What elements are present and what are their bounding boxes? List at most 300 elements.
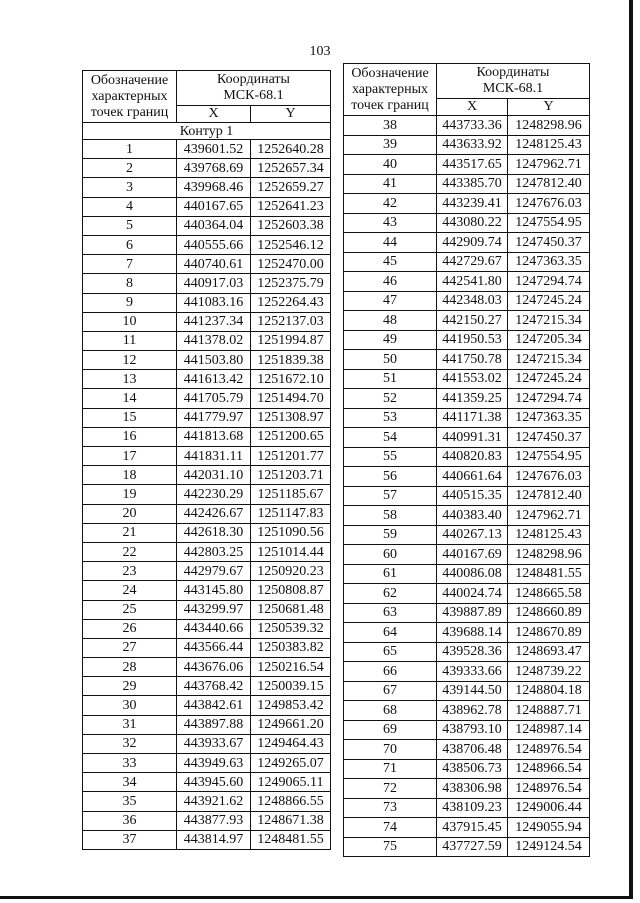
x-coordinate-cell: 442230.29 <box>177 485 251 504</box>
x-coordinate-cell: 441950.53 <box>437 330 508 350</box>
x-coordinate-cell: 443877.93 <box>177 811 251 830</box>
y-coordinate-cell: 1247205.34 <box>508 330 590 350</box>
y-coordinate-cell: 1252657.34 <box>251 159 331 178</box>
point-number-cell: 30 <box>83 696 177 715</box>
table-row <box>83 619 331 638</box>
x-coordinate-cell: 443517.65 <box>437 155 508 175</box>
header-coordinates <box>177 71 331 106</box>
table-row <box>344 408 590 428</box>
table-row <box>344 447 590 467</box>
point-number-cell: 29 <box>83 677 177 696</box>
point-number-cell: 71 <box>344 759 437 779</box>
y-coordinate-cell: 1248866.55 <box>251 792 331 811</box>
point-number-cell: 57 <box>344 486 437 506</box>
point-number-cell: 59 <box>344 525 437 545</box>
point-number-cell: 56 <box>344 467 437 487</box>
point-number-cell: 9 <box>83 293 177 312</box>
point-number-cell: 37 <box>83 830 177 849</box>
y-coordinate-cell: 1251308.97 <box>251 408 331 427</box>
y-coordinate-cell: 1248660.89 <box>508 603 590 623</box>
point-number-cell: 14 <box>83 389 177 408</box>
table-row <box>83 427 331 446</box>
point-number-cell: 50 <box>344 350 437 370</box>
x-coordinate-cell: 440661.64 <box>437 467 508 487</box>
table-row <box>83 216 331 235</box>
x-coordinate-cell: 440086.08 <box>437 564 508 584</box>
table-row <box>83 600 331 619</box>
point-number-cell: 28 <box>83 658 177 677</box>
y-coordinate-cell: 1250681.48 <box>251 600 331 619</box>
table-row <box>83 351 331 370</box>
table-row <box>83 485 331 504</box>
x-coordinate-cell: 439968.46 <box>177 178 251 197</box>
table-row <box>83 140 331 159</box>
contour-label: Контур 1 <box>83 123 331 140</box>
header-label-line: Обозначение <box>351 65 429 81</box>
point-number-cell: 68 <box>344 701 437 721</box>
y-coordinate-cell: 1248987.14 <box>508 720 590 740</box>
point-number-cell: 72 <box>344 779 437 799</box>
point-number-cell: 42 <box>344 194 437 214</box>
point-number-cell: 24 <box>83 581 177 600</box>
point-number-cell: 26 <box>83 619 177 638</box>
y-coordinate-cell: 1251090.56 <box>251 523 331 542</box>
y-coordinate-cell: 1252375.79 <box>251 274 331 293</box>
x-coordinate-cell: 443440.66 <box>177 619 251 638</box>
x-coordinate-cell: 443897.88 <box>177 715 251 734</box>
point-number-cell: 55 <box>344 447 437 467</box>
point-number-cell: 20 <box>83 504 177 523</box>
point-number-cell: 18 <box>83 466 177 485</box>
table-row <box>344 272 590 292</box>
table-row <box>83 830 331 849</box>
header-points-label <box>344 64 437 116</box>
y-coordinate-cell: 1249065.11 <box>251 773 331 792</box>
y-coordinate-cell: 1248125.43 <box>508 135 590 155</box>
y-coordinate-cell: 1247245.24 <box>508 369 590 389</box>
table-row <box>344 701 590 721</box>
y-coordinate-cell: 1247450.37 <box>508 428 590 448</box>
table-row <box>344 252 590 272</box>
point-number-cell: 54 <box>344 428 437 448</box>
point-number-cell: 60 <box>344 545 437 565</box>
point-number-cell: 51 <box>344 369 437 389</box>
point-number-cell: 45 <box>344 252 437 272</box>
x-coordinate-cell: 440917.03 <box>177 274 251 293</box>
point-number-cell: 11 <box>83 331 177 350</box>
table-row <box>83 159 331 178</box>
table-row <box>344 330 590 350</box>
point-number-cell: 33 <box>83 754 177 773</box>
y-coordinate-cell: 1248671.38 <box>251 811 331 830</box>
point-number-cell: 66 <box>344 662 437 682</box>
y-coordinate-cell: 1247215.34 <box>508 350 590 370</box>
table-row <box>344 369 590 389</box>
x-coordinate-cell: 442150.27 <box>437 311 508 331</box>
y-coordinate-cell: 1247554.95 <box>508 447 590 467</box>
table-row <box>344 798 590 818</box>
point-number-cell: 61 <box>344 564 437 584</box>
x-coordinate-cell: 438706.48 <box>437 740 508 760</box>
x-coordinate-cell: 441750.78 <box>437 350 508 370</box>
y-coordinate-cell: 1252659.27 <box>251 178 331 197</box>
x-coordinate-cell: 440740.61 <box>177 255 251 274</box>
y-coordinate-cell: 1252640.28 <box>251 140 331 159</box>
header-coord-line: Координаты <box>217 72 290 87</box>
point-number-cell: 31 <box>83 715 177 734</box>
table-row <box>344 135 590 155</box>
table-row <box>344 662 590 682</box>
y-coordinate-cell: 1248976.54 <box>508 740 590 760</box>
y-coordinate-cell: 1247294.74 <box>508 389 590 409</box>
table-row <box>344 116 590 136</box>
x-coordinate-cell: 443080.22 <box>437 213 508 233</box>
x-coordinate-cell: 442348.03 <box>437 291 508 311</box>
x-coordinate-cell: 439768.69 <box>177 159 251 178</box>
x-coordinate-cell: 438109.23 <box>437 798 508 818</box>
table-row <box>83 197 331 216</box>
y-coordinate-cell: 1247363.35 <box>508 408 590 428</box>
y-coordinate-cell: 1247363.35 <box>508 252 590 272</box>
header-coordinates <box>437 64 590 99</box>
table-row <box>83 504 331 523</box>
table-row <box>344 155 590 175</box>
table-row <box>83 447 331 466</box>
y-coordinate-cell: 1248670.89 <box>508 623 590 643</box>
table-row <box>344 467 590 487</box>
y-coordinate-cell: 1248887.71 <box>508 701 590 721</box>
x-coordinate-cell: 443633.92 <box>437 135 508 155</box>
point-number-cell: 75 <box>344 837 437 857</box>
table-row <box>83 773 331 792</box>
x-coordinate-cell: 439144.50 <box>437 681 508 701</box>
table-row <box>83 293 331 312</box>
point-number-cell: 63 <box>344 603 437 623</box>
x-coordinate-cell: 442618.30 <box>177 523 251 542</box>
x-coordinate-cell: 439887.89 <box>437 603 508 623</box>
x-coordinate-cell: 443239.41 <box>437 194 508 214</box>
x-coordinate-cell: 438793.10 <box>437 720 508 740</box>
y-coordinate-cell: 1252264.43 <box>251 293 331 312</box>
header-points-label <box>83 71 177 123</box>
y-coordinate-cell: 1249265.07 <box>251 754 331 773</box>
table-row <box>83 408 331 427</box>
point-number-cell: 10 <box>83 312 177 331</box>
x-coordinate-cell: 440555.66 <box>177 235 251 254</box>
point-number-cell: 47 <box>344 291 437 311</box>
table-row <box>83 715 331 734</box>
y-coordinate-cell: 1248125.43 <box>508 525 590 545</box>
x-coordinate-cell: 441503.80 <box>177 351 251 370</box>
right-rows <box>344 116 590 857</box>
x-coordinate-cell: 443921.62 <box>177 792 251 811</box>
table-row <box>83 658 331 677</box>
header-x: X <box>177 106 251 123</box>
table-row <box>344 564 590 584</box>
x-coordinate-cell: 440515.35 <box>437 486 508 506</box>
y-coordinate-cell: 1247962.71 <box>508 506 590 526</box>
table-row <box>344 779 590 799</box>
point-number-cell: 25 <box>83 600 177 619</box>
point-number-cell: 58 <box>344 506 437 526</box>
x-coordinate-cell: 443145.80 <box>177 581 251 600</box>
header-label-line: точек границ <box>90 104 169 120</box>
table-row <box>344 389 590 409</box>
header-coord-line: МСК-68.1 <box>223 88 284 103</box>
header-y: Y <box>508 99 590 116</box>
y-coordinate-cell: 1248298.96 <box>508 116 590 136</box>
y-coordinate-cell: 1249124.54 <box>508 837 590 857</box>
x-coordinate-cell: 439333.66 <box>437 662 508 682</box>
y-coordinate-cell: 1247245.24 <box>508 291 590 311</box>
point-number-cell: 1 <box>83 140 177 159</box>
point-number-cell: 4 <box>83 197 177 216</box>
x-coordinate-cell: 442031.10 <box>177 466 251 485</box>
point-number-cell: 36 <box>83 811 177 830</box>
point-number-cell: 5 <box>83 216 177 235</box>
point-number-cell: 2 <box>83 159 177 178</box>
y-coordinate-cell: 1248804.18 <box>508 681 590 701</box>
x-coordinate-cell: 443949.63 <box>177 754 251 773</box>
x-coordinate-cell: 441831.11 <box>177 447 251 466</box>
point-number-cell: 64 <box>344 623 437 643</box>
table-row <box>344 681 590 701</box>
y-coordinate-cell: 1250920.23 <box>251 562 331 581</box>
y-coordinate-cell: 1247450.37 <box>508 233 590 253</box>
y-coordinate-cell: 1248966.54 <box>508 759 590 779</box>
point-number-cell: 3 <box>83 178 177 197</box>
x-coordinate-cell: 441813.68 <box>177 427 251 446</box>
x-coordinate-cell: 443842.61 <box>177 696 251 715</box>
x-coordinate-cell: 440167.65 <box>177 197 251 216</box>
table-row <box>344 759 590 779</box>
x-coordinate-cell: 443385.70 <box>437 174 508 194</box>
x-coordinate-cell: 440991.31 <box>437 428 508 448</box>
point-number-cell: 53 <box>344 408 437 428</box>
point-number-cell: 7 <box>83 255 177 274</box>
y-coordinate-cell: 1251147.83 <box>251 504 331 523</box>
point-number-cell: 13 <box>83 370 177 389</box>
table-row <box>83 562 331 581</box>
table-row <box>344 642 590 662</box>
y-coordinate-cell: 1248298.96 <box>508 545 590 565</box>
point-number-cell: 39 <box>344 135 437 155</box>
y-coordinate-cell: 1252546.12 <box>251 235 331 254</box>
point-number-cell: 6 <box>83 235 177 254</box>
table-row <box>344 525 590 545</box>
table-row <box>344 545 590 565</box>
point-number-cell: 69 <box>344 720 437 740</box>
y-coordinate-cell: 1250539.32 <box>251 619 331 638</box>
table-row <box>344 603 590 623</box>
y-coordinate-cell: 1248739.22 <box>508 662 590 682</box>
point-number-cell: 67 <box>344 681 437 701</box>
x-coordinate-cell: 443768.42 <box>177 677 251 696</box>
point-number-cell: 62 <box>344 584 437 604</box>
y-coordinate-cell: 1250808.87 <box>251 581 331 600</box>
point-number-cell: 38 <box>344 116 437 136</box>
x-coordinate-cell: 438306.98 <box>437 779 508 799</box>
table-row <box>83 696 331 715</box>
table-row <box>83 331 331 350</box>
point-number-cell: 21 <box>83 523 177 542</box>
y-coordinate-cell: 1252137.03 <box>251 312 331 331</box>
point-number-cell: 23 <box>83 562 177 581</box>
point-number-cell: 15 <box>83 408 177 427</box>
y-coordinate-cell: 1247962.71 <box>508 155 590 175</box>
y-coordinate-cell: 1249853.42 <box>251 696 331 715</box>
y-coordinate-cell: 1247215.34 <box>508 311 590 331</box>
table-row <box>344 174 590 194</box>
x-coordinate-cell: 440383.40 <box>437 506 508 526</box>
table-row <box>83 466 331 485</box>
x-coordinate-cell: 442541.80 <box>437 272 508 292</box>
table-row <box>344 233 590 253</box>
y-coordinate-cell: 1250216.54 <box>251 658 331 677</box>
table-row <box>344 194 590 214</box>
table-row <box>83 734 331 753</box>
point-number-cell: 65 <box>344 642 437 662</box>
header-label-line: точек границ <box>351 97 429 113</box>
x-coordinate-cell: 437727.59 <box>437 837 508 857</box>
header-coord-line: МСК-68.1 <box>482 81 544 96</box>
x-coordinate-cell: 438506.73 <box>437 759 508 779</box>
table-row <box>344 291 590 311</box>
y-coordinate-cell: 1247554.95 <box>508 213 590 233</box>
point-number-cell: 41 <box>344 174 437 194</box>
table-row <box>83 581 331 600</box>
header-label-line: характерных <box>91 88 168 104</box>
table-row <box>344 428 590 448</box>
x-coordinate-cell: 442979.67 <box>177 562 251 581</box>
y-coordinate-cell: 1248693.47 <box>508 642 590 662</box>
x-coordinate-cell: 441083.16 <box>177 293 251 312</box>
table-row <box>344 486 590 506</box>
point-number-cell: 22 <box>83 542 177 561</box>
x-coordinate-cell: 442909.74 <box>437 233 508 253</box>
point-number-cell: 32 <box>83 734 177 753</box>
x-coordinate-cell: 441779.97 <box>177 408 251 427</box>
x-coordinate-cell: 439601.52 <box>177 140 251 159</box>
point-number-cell: 44 <box>344 233 437 253</box>
x-coordinate-cell: 441705.79 <box>177 389 251 408</box>
table-row <box>83 792 331 811</box>
table-row <box>344 213 590 233</box>
header-y: Y <box>251 106 331 123</box>
table-row <box>83 542 331 561</box>
x-coordinate-cell: 441237.34 <box>177 312 251 331</box>
y-coordinate-cell: 1252603.38 <box>251 216 331 235</box>
table-row <box>83 274 331 293</box>
point-number-cell: 12 <box>83 351 177 370</box>
table-row <box>83 235 331 254</box>
table-row <box>344 506 590 526</box>
x-coordinate-cell: 440267.13 <box>437 525 508 545</box>
table-row <box>83 370 331 389</box>
header-coord-line: Координаты <box>476 65 550 80</box>
y-coordinate-cell: 1249464.43 <box>251 734 331 753</box>
header-label-line: Обозначение <box>90 72 169 88</box>
x-coordinate-cell: 443299.97 <box>177 600 251 619</box>
y-coordinate-cell: 1248976.54 <box>508 779 590 799</box>
point-number-cell: 17 <box>83 447 177 466</box>
point-number-cell: 16 <box>83 427 177 446</box>
left-rows <box>83 140 331 850</box>
point-number-cell: 27 <box>83 638 177 657</box>
table-row <box>83 389 331 408</box>
coordinates-table-right <box>343 63 590 857</box>
y-coordinate-cell: 1247812.40 <box>508 174 590 194</box>
x-coordinate-cell: 443733.36 <box>437 116 508 136</box>
y-coordinate-cell: 1247812.40 <box>508 486 590 506</box>
table-row <box>344 311 590 331</box>
y-coordinate-cell: 1248665.58 <box>508 584 590 604</box>
x-coordinate-cell: 441553.02 <box>437 369 508 389</box>
x-coordinate-cell: 440364.04 <box>177 216 251 235</box>
x-coordinate-cell: 439528.36 <box>437 642 508 662</box>
y-coordinate-cell: 1247676.03 <box>508 194 590 214</box>
y-coordinate-cell: 1248481.55 <box>508 564 590 584</box>
x-coordinate-cell: 441613.42 <box>177 370 251 389</box>
table-row <box>344 740 590 760</box>
x-coordinate-cell: 440167.69 <box>437 545 508 565</box>
y-coordinate-cell: 1249055.94 <box>508 818 590 838</box>
x-coordinate-cell: 442729.67 <box>437 252 508 272</box>
point-number-cell: 49 <box>344 330 437 350</box>
y-coordinate-cell: 1251994.87 <box>251 331 331 350</box>
point-number-cell: 35 <box>83 792 177 811</box>
header-x: X <box>437 99 508 116</box>
point-number-cell: 74 <box>344 818 437 838</box>
x-coordinate-cell: 442803.25 <box>177 542 251 561</box>
point-number-cell: 73 <box>344 798 437 818</box>
point-number-cell: 70 <box>344 740 437 760</box>
table-row <box>344 818 590 838</box>
table-row <box>344 350 590 370</box>
x-coordinate-cell: 443566.44 <box>177 638 251 657</box>
x-coordinate-cell: 438962.78 <box>437 701 508 721</box>
x-coordinate-cell: 441171.38 <box>437 408 508 428</box>
y-coordinate-cell: 1251839.38 <box>251 351 331 370</box>
y-coordinate-cell: 1249006.44 <box>508 798 590 818</box>
y-coordinate-cell: 1251014.44 <box>251 542 331 561</box>
y-coordinate-cell: 1252470.00 <box>251 255 331 274</box>
y-coordinate-cell: 1250039.15 <box>251 677 331 696</box>
y-coordinate-cell: 1251201.77 <box>251 447 331 466</box>
point-number-cell: 46 <box>344 272 437 292</box>
y-coordinate-cell: 1251494.70 <box>251 389 331 408</box>
point-number-cell: 19 <box>83 485 177 504</box>
table-row <box>83 255 331 274</box>
x-coordinate-cell: 443945.60 <box>177 773 251 792</box>
x-coordinate-cell: 441378.02 <box>177 331 251 350</box>
x-coordinate-cell: 442426.67 <box>177 504 251 523</box>
table-row <box>83 523 331 542</box>
header-label-line: характерных <box>351 81 429 97</box>
table-row <box>83 178 331 197</box>
y-coordinate-cell: 1247676.03 <box>508 467 590 487</box>
point-number-cell: 43 <box>344 213 437 233</box>
y-coordinate-cell: 1251203.71 <box>251 466 331 485</box>
coordinates-table-left <box>82 70 331 850</box>
table-row <box>344 584 590 604</box>
table-row <box>83 677 331 696</box>
table-row <box>83 312 331 331</box>
x-coordinate-cell: 443814.97 <box>177 830 251 849</box>
table-row <box>344 837 590 857</box>
y-coordinate-cell: 1251185.67 <box>251 485 331 504</box>
table-row <box>344 720 590 740</box>
